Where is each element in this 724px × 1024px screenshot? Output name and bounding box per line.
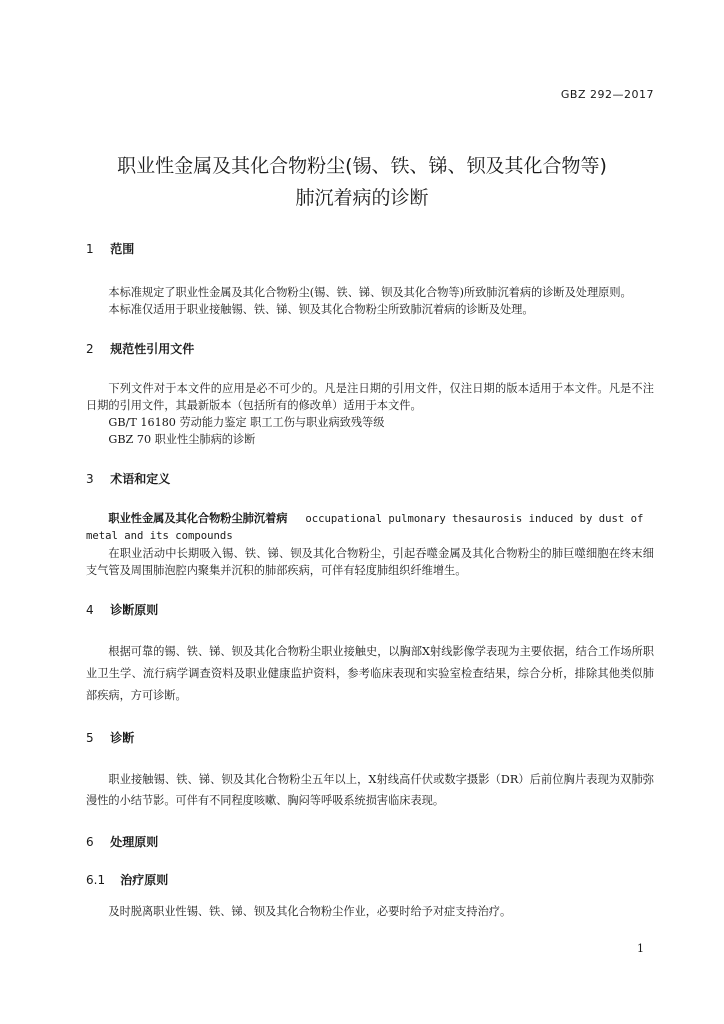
term-english: occupational pulmonary thesaurosis induced by dust of [305, 513, 644, 525]
section-5-heading: 5 诊断 [86, 731, 135, 745]
standard-code: GBZ 292—2017 [560, 88, 654, 101]
title-line-2: 肺沉着病的诊断 [295, 187, 429, 209]
section-1-para-1: 本标准规定了职业性金属及其化合物粉尘(锡、铁、锑、钡及其化合物等)所致肺沉着病的诊断及处理原则。 [108, 286, 632, 299]
term-entry [86, 510, 654, 528]
section-1-para-2: 本标准仅适用于职业接触锡、铁、锑、钡及其化合物粉尘所致肺沉着病的诊断及处理。 [108, 303, 534, 316]
section-2-para-1: 下列文件对于本文件的应用是必不可少的。凡是注日期的引用文件，仅注日期的版本适用于本文件。凡是不注日期的引用文件，其最新版本（包括所有的修改单）适用于本文件。 [86, 382, 654, 412]
section-4-heading: 4 诊断原则 [86, 603, 159, 617]
section-5-para-1: 职业接触锡、铁、锑、钡及其化合物粉尘五年以上，X射线高仟伏或数字摄影（DR）后前位胸片表现为双肺弥漫性的小结节影。可伴有不同程度咳嗽、胸闷等呼吸系统损害临床表现。 [86, 773, 654, 807]
document-title [60, 150, 664, 214]
term-chinese: 职业性金属及其化合物粉尘肺沉着病 [108, 512, 288, 525]
term-english-continued: metal and its compounds [86, 530, 233, 542]
section-6-1-heading: 6.1 治疗原则 [86, 873, 169, 887]
section-3-definition: 在职业活动中长期吸入锡、铁、锑、钡及其化合物粉尘，引起吞噬金属及其化合物粉尘的肺巨噬细胞在终末细支气管及周围肺泡腔内聚集并沉积的肺部疾病，可伴有轻度肺组织纤维增生。 [86, 547, 654, 577]
reference-1: GB/T 16180 劳动能力鉴定 职工工伤与职业病致残等级 [108, 416, 385, 429]
section-6-1-para-1: 及时脱离职业性锡、铁、锑、钡及其化合物粉尘作业，必要时给予对症支持治疗。 [108, 905, 512, 918]
section-6-heading: 6 处理原则 [86, 835, 159, 849]
section-4-para-1: 根据可靠的锡、铁、锑、钡及其化合物粉尘职业接触史，以胸部X射线影像学表现为主要依据，结合工作场所职业卫生学、流行病学调查资料及职业健康监护资料，参考临床表现和实验室检查结果，综合分析，排除其他类似肺部疾病，方可诊断。 [86, 645, 654, 702]
section-2-heading: 2 规范性引用文件 [86, 342, 195, 356]
section-1-heading: 1 范围 [86, 242, 135, 256]
reference-2: GBZ 70 职业性尘肺病的诊断 [108, 433, 256, 446]
page-number: 1 [637, 942, 644, 955]
title-line-1: 职业性金属及其化合物粉尘(锡、铁、锑、钡及其化合物等) [117, 155, 607, 177]
document-body [86, 240, 654, 920]
section-3-heading: 3 术语和定义 [86, 472, 171, 486]
